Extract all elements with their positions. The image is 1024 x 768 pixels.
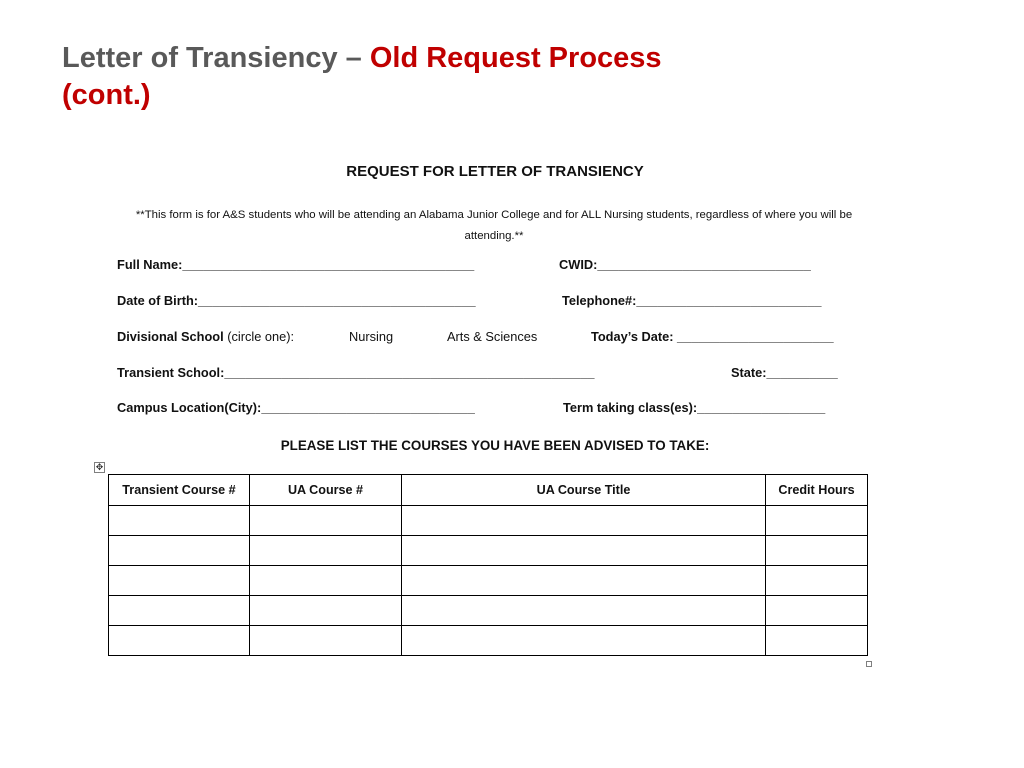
table-cell[interactable] — [109, 596, 250, 626]
table-row — [109, 626, 868, 656]
table-cell[interactable] — [402, 626, 766, 656]
table-cell[interactable] — [109, 626, 250, 656]
table-cell[interactable] — [402, 566, 766, 596]
courses-heading: PLEASE LIST THE COURSES YOU HAVE BEEN ADVISED TO TAKE: — [280, 438, 710, 453]
table-row — [109, 596, 868, 626]
full-name-field[interactable]: Full Name:_________________________________________ — [117, 257, 475, 272]
table-cell[interactable] — [109, 536, 250, 566]
table-row — [109, 506, 868, 536]
table-cell[interactable] — [250, 506, 402, 536]
header-ua-course: UA Course # — [250, 475, 402, 506]
divisional-school-text: Divisional School — [117, 329, 224, 344]
table-cell[interactable] — [109, 566, 250, 596]
state-field[interactable]: State:__________ — [731, 365, 838, 380]
table-cell[interactable] — [250, 596, 402, 626]
title-main: Letter of Transiency – — [62, 42, 370, 74]
todays-date-field[interactable]: Today’s Date: ______________________ — [591, 329, 834, 344]
table-cell[interactable] — [250, 566, 402, 596]
table-cell[interactable] — [766, 566, 868, 596]
table-cell[interactable] — [250, 626, 402, 656]
term-field[interactable]: Term taking class(es):__________________ — [563, 400, 826, 415]
header-ua-course-title: UA Course Title — [402, 475, 766, 506]
table-cell[interactable] — [250, 536, 402, 566]
courses-table — [108, 474, 868, 656]
form-notice: **This form is for A&S students who will be attending an Alabama Junior College and for ALL Nursing students, regardless of where you will be attending.** — [135, 209, 853, 242]
table-row — [109, 566, 868, 596]
table-cell[interactable] — [766, 536, 868, 566]
title-accent: Old Request Process — [369, 42, 662, 74]
table-cell[interactable] — [766, 506, 868, 536]
table-header-row — [109, 475, 868, 506]
table-cell[interactable] — [109, 506, 250, 536]
table-cell[interactable] — [766, 626, 868, 656]
header-credit-hours: Credit Hours — [766, 475, 868, 506]
resize-handle[interactable] — [866, 661, 872, 667]
dob-field[interactable]: Date of Birth:_______________________________________ — [117, 293, 476, 308]
divisional-school-label — [117, 329, 294, 344]
telephone-field[interactable]: Telephone#:__________________________ — [562, 293, 822, 308]
transient-school-field[interactable]: Transient School:____________________________________________________ — [117, 365, 595, 380]
table-row — [109, 536, 868, 566]
move-icon[interactable]: ✥ — [95, 462, 104, 472]
header-transient-course: Transient Course # — [109, 475, 250, 506]
circle-one-hint: (circle one): — [223, 329, 295, 344]
title-continued: (cont.) — [62, 79, 151, 111]
cwid-field[interactable]: CWID:______________________________ — [559, 257, 811, 272]
option-arts-sciences[interactable]: Arts & Sciences — [447, 329, 538, 344]
table-cell[interactable] — [402, 506, 766, 536]
campus-location-field[interactable]: Campus Location(City):______________________________ — [117, 400, 475, 415]
table-cell[interactable] — [402, 596, 766, 626]
table-cell[interactable] — [766, 596, 868, 626]
option-nursing[interactable]: Nursing — [349, 329, 394, 344]
table-cell[interactable] — [402, 536, 766, 566]
form-heading: REQUEST FOR LETTER OF TRANSIENCY — [346, 163, 644, 180]
